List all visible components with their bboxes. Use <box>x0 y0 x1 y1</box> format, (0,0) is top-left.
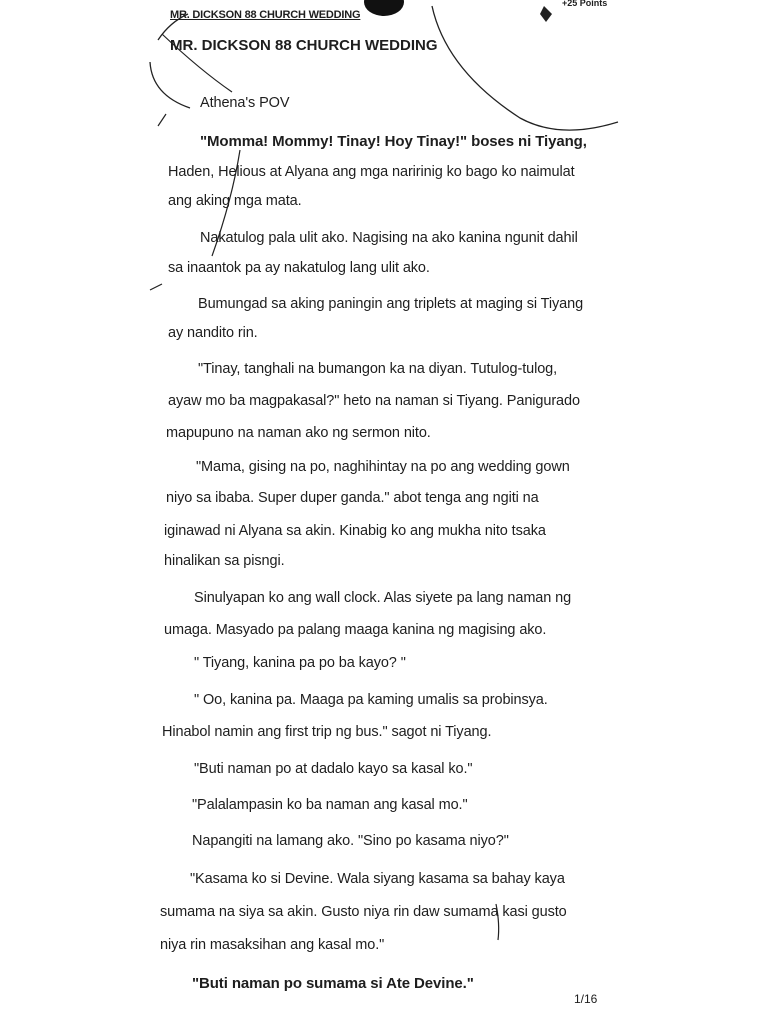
text-line: "Buti naman po sumama si Ate Devine." <box>192 975 474 992</box>
text-line: Nakatulog pala ulit ako. Nagising na ako kanina ngunit dahil <box>200 230 578 246</box>
text-line: " Tiyang, kanina pa po ba kayo? " <box>194 655 406 671</box>
text-line: hinalikan sa pisngi. <box>164 553 285 569</box>
text-line: "Palalampasin ko ba naman ang kasal mo." <box>192 797 468 813</box>
text-line: sumama na siya sa akin. Gusto niya rin daw sumama kasi gusto <box>160 904 567 920</box>
document-title: MR. DICKSON 88 CHURCH WEDDING <box>170 37 438 54</box>
text-line: ayaw mo ba magpakasal?" heto na naman si Tiyang. Panigurado <box>168 393 580 409</box>
text-line: Athena's POV <box>200 95 290 111</box>
text-line: Hinabol namin ang first trip ng bus." sagot ni Tiyang. <box>162 724 492 740</box>
text-line: niyo sa ibaba. Super duper ganda." abot tenga ang ngiti na <box>166 490 539 506</box>
text-line: " Oo, kanina pa. Maaga pa kaming umalis sa probinsya. <box>194 692 548 708</box>
text-line: Bumungad sa aking paningin ang triplets at maging si Tiyang <box>198 296 584 312</box>
text-line: ay nandito rin. <box>168 325 258 341</box>
points-badge: +25 Points <box>562 0 608 8</box>
text-line: "Tinay, tanghali na bumangon ka na diyan. Tutulog-tulog, <box>198 361 558 377</box>
text-line: Napangiti na lamang ako. "Sino po kasama niyo?" <box>192 833 509 849</box>
text-line: "Momma! Mommy! Tinay! Hoy Tinay!" boses ni Tiyang, <box>200 133 587 150</box>
running-head: MR. DICKSON 88 CHURCH WEDDING <box>170 9 361 21</box>
text-line: iginawad ni Alyana sa akin. Kinabig ko ang mukha nito tsaka <box>164 523 546 539</box>
text-line: "Mama, gising na po, naghihintay na po ang wedding gown <box>196 459 570 475</box>
text-line: niya rin masaksihan ang kasal mo." <box>160 937 385 953</box>
text-line: "Buti naman po at dadalo kayo sa kasal ko." <box>194 761 473 777</box>
text-line: ang aking mga mata. <box>168 193 302 209</box>
text-line: Haden, Helious at Alyana ang mga naririnig ko bago ko naimulat <box>168 164 575 180</box>
text-line: sa inaantok pa ay nakatulog lang ulit ako. <box>168 260 430 276</box>
text-line: mapupuno na naman ako ng sermon nito. <box>166 425 431 441</box>
text-line: umaga. Masyado pa palang maaga kanina ng magising ako. <box>164 622 547 638</box>
text-line: Sinulyapan ko ang wall clock. Alas siyete pa lang naman ng <box>194 590 572 606</box>
text-line: "Kasama ko si Devine. Wala siyang kasama sa bahay kaya <box>190 871 565 887</box>
page-number: 1/16 <box>574 992 598 1006</box>
